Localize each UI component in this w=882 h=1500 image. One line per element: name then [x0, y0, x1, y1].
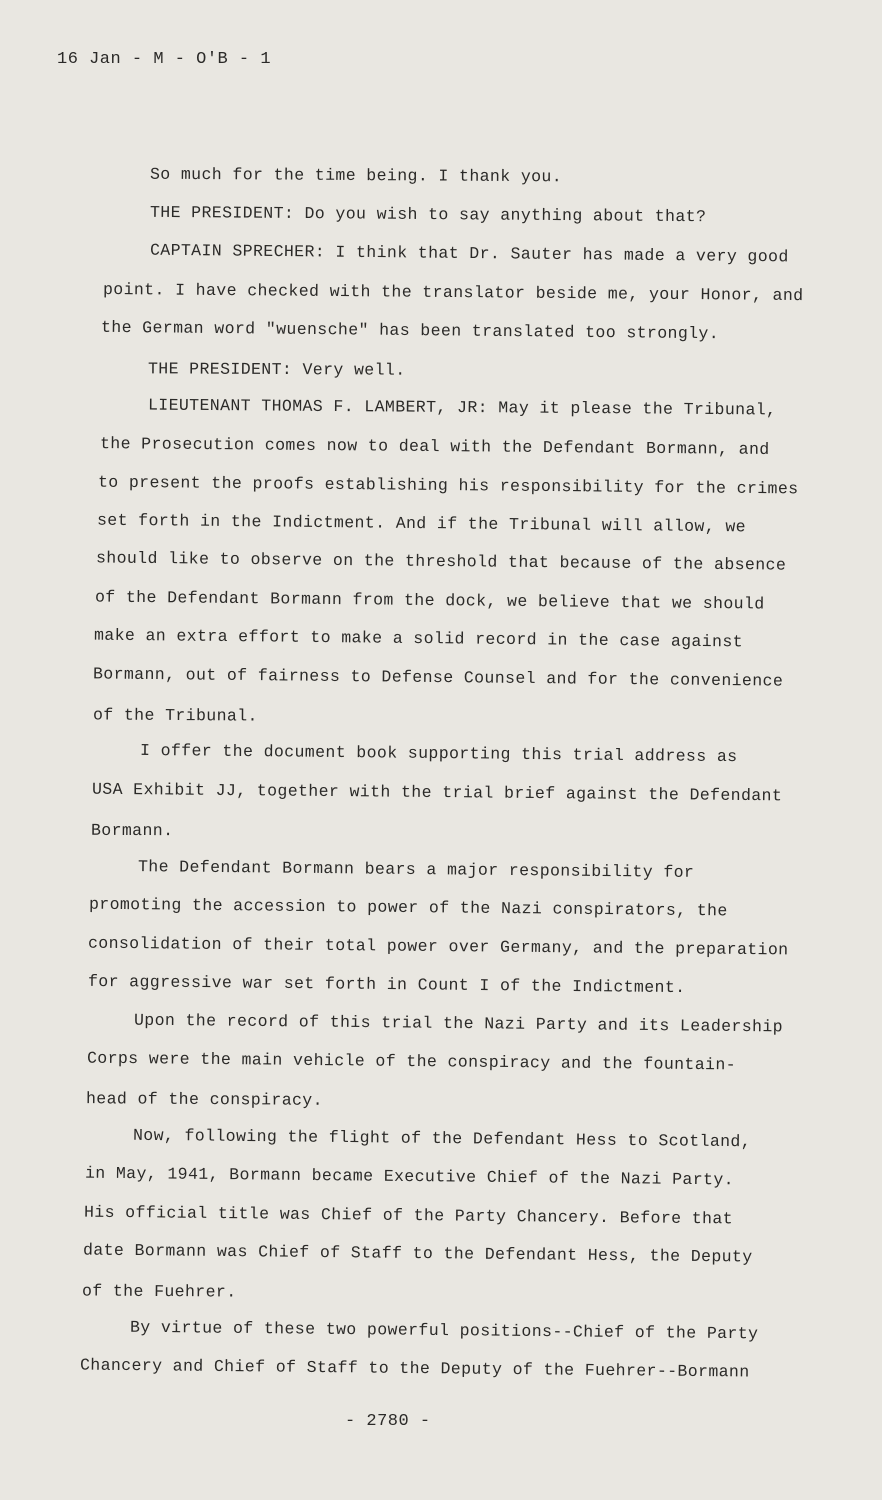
- text-line: Bormann, out of fairness to Defense Counsel and for the convenience: [92, 664, 784, 691]
- page-number: - 2780 -: [345, 1412, 431, 1431]
- text-line: LIEUTENANT THOMAS F. LAMBERT, JR: May it please the Tribunal,: [147, 395, 777, 420]
- text-line: USA Exhibit JJ, together with the trial brief against the Defendant: [91, 779, 783, 806]
- text-line: should like to observe on the threshold that because of the absence: [95, 548, 787, 575]
- text-line: the Prosecution comes now to deal with the Defendant Bormann, and: [99, 434, 770, 459]
- text-line: Corps were the main vehicle of the conspiracy and the fountain-: [86, 1048, 737, 1075]
- text-line: promoting the accession to power of the Nazi conspirators, the: [88, 894, 728, 921]
- text-line: By virtue of these two powerful positions--Chief of the Party: [129, 1317, 759, 1344]
- text-line: point. I have checked with the translator beside me, your Honor, and: [102, 279, 804, 306]
- text-line: make an extra effort to make a solid record in the case against: [93, 625, 744, 652]
- page-reference: 16 Jan - M - O'B - 1: [57, 50, 272, 69]
- text-line: to present the proofs establishing his responsibility for the crimes: [97, 472, 799, 499]
- text-line: I offer the document book supporting this trial address as: [139, 740, 738, 767]
- text-line: date Bormann was Chief of Staff to the Defendant Hess, the Deputy: [82, 1240, 753, 1267]
- text-line: of the Tribunal.: [92, 705, 258, 726]
- text-line: Now, following the flight of the Defendant Hess to Scotland,: [132, 1125, 752, 1152]
- text-line: THE PRESIDENT: Do you wish to say anything about that?: [149, 202, 707, 227]
- text-line: Bormann.: [90, 820, 174, 841]
- text-line: the German word "wuensche" has been translated too strongly.: [100, 317, 720, 344]
- text-line: Upon the record of this trial the Nazi Party and its Leadership: [133, 1010, 784, 1037]
- text-line: His official title was Chief of the Party Chancery. Before that: [83, 1202, 734, 1229]
- text-line: CAPTAIN SPRECHER: I think that Dr. Sauter has made a very good: [149, 240, 789, 267]
- text-line: for aggressive war set forth in Count I of the Indictment.: [87, 971, 686, 998]
- text-line: in May, 1941, Bormann became Executive Chief of the Nazi Party.: [84, 1163, 735, 1190]
- text-line: Chancery and Chief of Staff to the Deputy of the Fuehrer--Bormann: [79, 1355, 750, 1382]
- text-line: of the Defendant Bormann from the dock, we believe that we should: [94, 587, 765, 614]
- text-line: head of the conspiracy.: [85, 1089, 324, 1110]
- text-line: THE PRESIDENT: Very well.: [147, 359, 406, 380]
- text-line: set forth in the Indictment. And if the Tribunal will allow, we: [96, 510, 747, 537]
- text-line: of the Fuehrer.: [81, 1281, 237, 1302]
- text-line: consolidation of their total power over Germany, and the preparation: [87, 933, 789, 960]
- text-line: The Defendant Bormann bears a major responsibility for: [137, 857, 695, 882]
- text-line: So much for the time being. I thank you.: [149, 164, 563, 187]
